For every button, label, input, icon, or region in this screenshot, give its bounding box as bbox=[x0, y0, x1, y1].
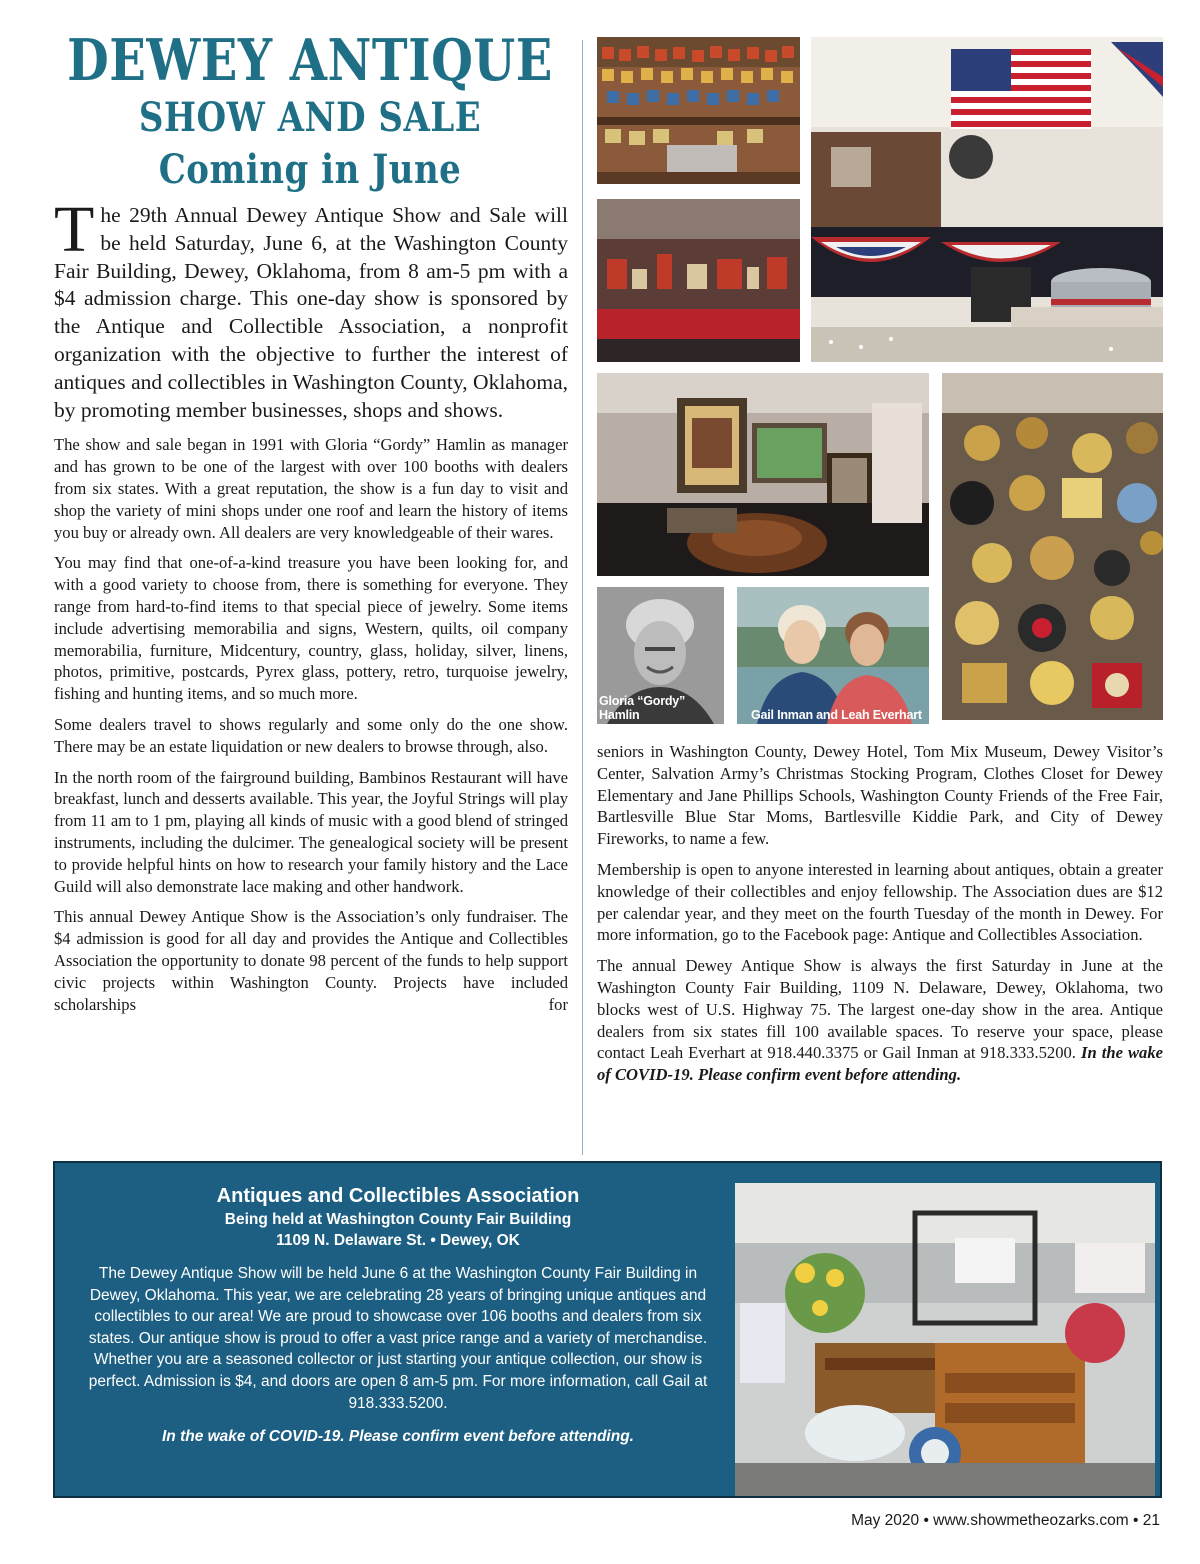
lead-paragraph bbox=[54, 193, 568, 424]
paragraph-north-room: In the north room of the fairground building, Bambinos Restaurant will have breakfast, lunch and desserts available. This year, the Joyful Strings will play from 11 am to 1 pm, playing all kinds of music with a good blend of stringed instruments, including the dulcimer. The genealogical society will be present to provide helpful hints on how to research your family history and the Lace Guild will also demonstrate lace making and other handwork. bbox=[54, 767, 568, 896]
paragraph-annual-show bbox=[597, 955, 1163, 1086]
photo-western-booth bbox=[597, 373, 929, 576]
left-column bbox=[54, 193, 568, 1024]
photo-gail-leah bbox=[737, 587, 929, 724]
caption-gloria: Gloria “Gordy” Hamlin bbox=[599, 694, 686, 722]
column-divider bbox=[582, 40, 583, 1155]
paragraph-fundraiser: This annual Dewey Antique Show is the Association’s only fundraiser. The $4 admission is good for all day and provides the Antique and Collectibles Association the opportunity to donate 98 percent of the funds to help support civic projects within Washington County. Projects have included scholarships for bbox=[54, 907, 568, 1014]
paragraph-membership: Membership is open to anyone interested in learning about antiques, obtain a greater knowledge of their collectibles and enjoy fellowship. The Association dues are $12 per calendar year, and they meet on the fourth Tuesday of the month in Dewey. For more information, go to the Facebook page: Antique and Collectibles Association. bbox=[597, 859, 1163, 945]
lead-text: he 29th Annual Dewey Antique Show and Sale will be held Saturday, June 6, at the Washington County Fair Building, Dewey, Oklahoma, from 8 am-5 pm with a $4 admission charge. This one-day show is sponsored by the Antique and Collectible Association, a nonprofit organization with the objective to further the interest of antiques and collectibles in Washington County, Oklahoma, by promoting member businesses, shops and shows. bbox=[54, 203, 568, 422]
photo-compacts bbox=[942, 373, 1163, 720]
ad-covid-note: In the wake of COVID-19. Please confirm event before attending. bbox=[161, 1428, 634, 1446]
ad-body: The Dewey Antique Show will be held June 6 at the Washington County Fair Building in Dewey, Oklahoma. This year, we are celebrating 28 years of bringing unique antiques and collectibles to our area! We are proud to showcase over 106 booths and dealers from six states. Our antique show is proud to offer a vast price range and a variety of merchandise. Whether you are a seasoned collector or just starting your antique collection, our show is perfect. Admission is $4, and doors are open 8 am-5 pm. For more information, call Gail at 918.333.5200. bbox=[88, 1265, 708, 1412]
paragraph-dealers: Some dealers travel to shows regularly and some only do the one show. There may be an estate liquidation or new dealers to browse through, also. bbox=[54, 714, 568, 756]
ad-heading: Antiques and Collectibles Association bbox=[216, 1185, 580, 1207]
paragraph-items: You may find that one-of-a-kind treasure you have been looking for, and with a good variety to choose from, there is something for everyone. They range from hard-to-find items to that special piece of jewelry. Some items include advertising memorabilia and signs, Western, quilts, oil company memorabilia, furniture, Midcentury, country, glass, holiday, silver, linens, photos, primitive, postcards, Pyrex glass, pottery, retro, turquoise jewelry, fishing and hunting items, and so much more. bbox=[54, 553, 568, 704]
paragraph-history: The show and sale began in 1991 with Gloria “Gordy” Hamlin as manager and has grown to be one of the largest with over 100 booths with dealers from six states. With a great reputation, the show is a fun day to visit and shop the variety of mini shops under one roof and learn the history of items you buy or already own. All dealers are very knowledgeable of their wares. bbox=[54, 435, 568, 542]
photo-hall-booths bbox=[597, 199, 800, 362]
photo-gloria-hamlin bbox=[597, 587, 724, 724]
article-title bbox=[52, 28, 568, 194]
association-ad-box bbox=[53, 1161, 1162, 1498]
drop-cap: T bbox=[54, 193, 95, 266]
photo-ad-booth bbox=[735, 1183, 1155, 1496]
page-footer: May 2020 • www.showmetheozarks.com • 21 bbox=[851, 1512, 1160, 1529]
covid-note: In the wake of COVID-19. Please confirm event before attending. bbox=[597, 1043, 1163, 1085]
photo-tins-display bbox=[597, 37, 800, 184]
title-line-3: Coming in June bbox=[158, 146, 462, 194]
photo-booth-flag bbox=[811, 37, 1163, 362]
right-column bbox=[597, 741, 1163, 1095]
paragraph-projects: seniors in Washington County, Dewey Hotel, Tom Mix Museum, Dewey Visitor’s Center, Salvation Army’s Christmas Stocking Program, Clothes Closet for Dewey Elementary and Jane Phillips Schools, Washington County Friends of the Free Fair, Bartlesville Blue Star Moms, Bartlesville Kiddie Park, and City of Dewey Fireworks, to name a few. bbox=[597, 742, 1163, 849]
ad-subheading-venue: Being held at Washington County Fair Building bbox=[224, 1211, 572, 1228]
ad-text bbox=[73, 1183, 723, 1446]
title-line-2: SHOW AND SALE bbox=[138, 94, 482, 142]
caption-gail-leah: Gail Inman and Leah Everhart bbox=[751, 708, 922, 722]
annual-show-text: The annual Dewey Antique Show is always the first Saturday in June at the Washington County Fair Building, 1109 N. Delaware, Dewey, Oklahoma, two blocks west of U.S. Highway 75. The largest one-day show in the area. Antique dealers from six states fill 100 available spaces. To reserve your space, please contact Leah Everhart at 918.440.3375 or Gail Inman at 918.333.5200. bbox=[597, 956, 1163, 1063]
ad-subheading-address: 1109 N. Delaware St. • Dewey, OK bbox=[276, 1232, 520, 1249]
title-line-1: DEWEY ANTIQUE bbox=[67, 28, 553, 95]
